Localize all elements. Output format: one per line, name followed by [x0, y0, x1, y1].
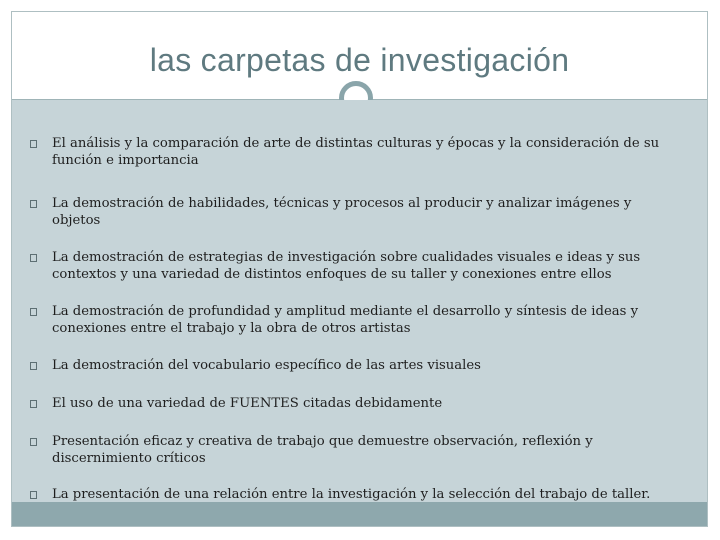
- page-title: las carpetas de investigación: [149, 42, 570, 78]
- content-area: [12, 100, 707, 502]
- bullet-text: La demostración de estrategias de investigación sobre cualidades visuales e ideas y sus contextos y una variedad de distintos enfoques de su taller y conexiones entre ellos: [52, 250, 641, 282]
- square-bullet-icon: [30, 491, 37, 499]
- bullet-text: La demostración de profundidad y amplitud mediante el desarrollo y síntesis de ideas y conexiones entre el trabajo y la obra de otros artistas: [52, 304, 639, 336]
- bottom-band: [12, 502, 707, 526]
- square-bullet-icon: [30, 308, 37, 316]
- bullet-text: La demostración del vocabulario específico de las artes visuales: [52, 358, 481, 373]
- square-bullet-icon: [30, 200, 37, 208]
- square-bullet-icon: [30, 438, 37, 446]
- bullet-text: Presentación eficaz y creativa de trabajo que demuestre observación, reflexión y discernimiento críticos: [52, 434, 593, 466]
- square-bullet-icon: [30, 400, 37, 408]
- square-bullet-icon: [30, 140, 37, 148]
- bullet-text: La presentación de una relación entre la investigación y la selección del trabajo de taller.: [52, 487, 651, 502]
- bullet-text: La demostración de habilidades, técnicas y procesos al producir y analizar imágenes y objetos: [52, 196, 632, 228]
- square-bullet-icon: [30, 362, 37, 370]
- square-bullet-icon: [30, 254, 37, 262]
- bullet-text: El análisis y la comparación de arte de distintas culturas y épocas y la consideración de su función e importancia: [52, 136, 660, 168]
- bullet-text: El uso de una variedad de FUENTES citadas debidamente: [52, 396, 443, 411]
